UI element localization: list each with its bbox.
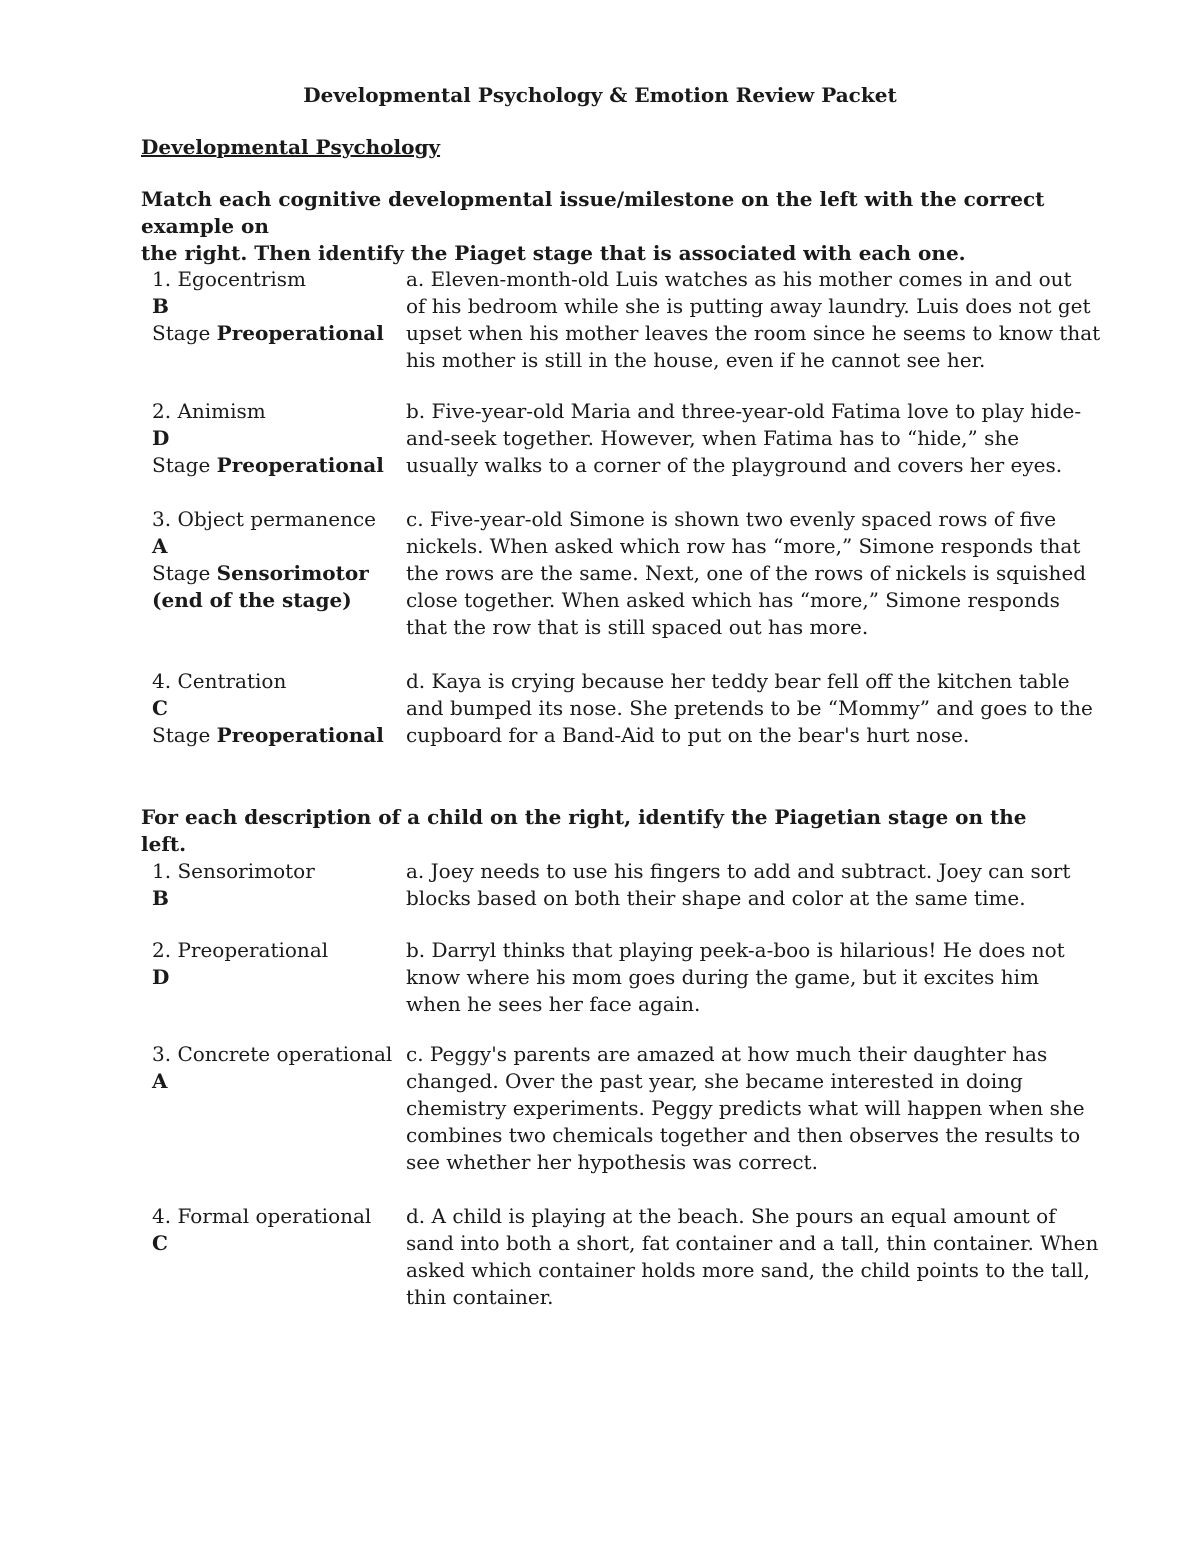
description-line: thin container.	[406, 1285, 554, 1309]
example-line: nickels. When asked which row has “more,” Simone responds that	[406, 534, 1081, 558]
description-line: asked which container holds more sand, the child points to the tall,	[406, 1258, 1090, 1282]
description-line: combines two chemicals together and then observes the results to	[406, 1123, 1081, 1147]
answer-letter: D	[152, 426, 170, 450]
description-line: changed. Over the past year, she became interested in doing	[406, 1069, 1023, 1093]
stage-cell	[152, 937, 392, 991]
description-line: see whether her hypothesis was correct.	[406, 1150, 818, 1174]
example-cell	[406, 266, 1101, 374]
stage-answer: Stage Preoperational	[152, 321, 384, 345]
stage-answer: Stage Sensorimotor	[152, 561, 369, 585]
example-line: the rows are the same. Next, one of the rows of nickels is squished	[406, 561, 1087, 585]
page-title: Developmental Psychology & Emotion Review Packet	[303, 83, 897, 107]
description-line: sand into both a short, fat container and a tall, thin container. When	[406, 1231, 1099, 1255]
example-line: and-seek together. However, when Fatima has to “hide,” she	[406, 426, 1020, 450]
example-line: cupboard for a Band-Aid to put on the bear's hurt nose.	[406, 723, 970, 747]
description-line: blocks based on both their shape and color at the same time.	[406, 886, 1026, 910]
description-line: know where his mom goes during the game, but it excites him	[406, 965, 1039, 989]
stage-label: 1. Sensorimotor	[152, 859, 315, 883]
example-line: usually walks to a corner of the playground and covers her eyes.	[406, 453, 1063, 477]
description-line: b. Darryl thinks that playing peek-a-boo is hilarious! He does not	[406, 938, 1065, 962]
answer-letter: B	[152, 886, 169, 910]
description-line: chemistry experiments. Peggy predicts what will happen when she	[406, 1096, 1085, 1120]
part1-instructions	[141, 186, 1071, 267]
answer-letter: B	[152, 294, 169, 318]
answer-letter: A	[152, 534, 168, 558]
example-cell	[406, 506, 1087, 641]
term-label: 3. Object permanence	[152, 507, 376, 531]
instruction-line: Match each cognitive developmental issue/milestone on the left with the correct example on	[141, 187, 1045, 238]
stage-note: (end of the stage)	[152, 588, 352, 612]
stage-label: 3. Concrete operational	[152, 1042, 393, 1066]
description-cell	[406, 937, 1066, 1018]
example-cell	[406, 398, 1082, 479]
term-cell	[152, 668, 392, 749]
term-label: 2. Animism	[152, 399, 266, 423]
stage-answer: Stage Preoperational	[152, 453, 384, 477]
description-line: a. Joey needs to use his fingers to add and subtract. Joey can sort	[406, 859, 1071, 883]
stage-label: 2. Preoperational	[152, 938, 329, 962]
answer-letter: D	[152, 965, 170, 989]
answer-letter: A	[152, 1069, 168, 1093]
part2-instructions: For each description of a child on the right, identify the Piagetian stage on the left.	[141, 805, 1027, 856]
example-line: of his bedroom while she is putting away laundry. Luis does not get	[406, 294, 1091, 318]
example-cell	[406, 668, 1093, 749]
section-heading: Developmental Psychology	[141, 135, 441, 159]
description-cell	[406, 858, 1071, 912]
term-label: 4. Centration	[152, 669, 287, 693]
example-line: d. Kaya is crying because her teddy bear fell off the kitchen table	[406, 669, 1070, 693]
example-line: that the row that is still spaced out has more.	[406, 615, 869, 639]
term-label: 1. Egocentrism	[152, 267, 307, 291]
answer-letter: C	[152, 1231, 168, 1255]
term-cell	[152, 398, 392, 479]
stage-cell	[152, 1203, 392, 1257]
description-cell	[406, 1203, 1099, 1311]
term-cell	[152, 266, 392, 347]
example-line: b. Five-year-old Maria and three-year-old Fatima love to play hide-	[406, 399, 1082, 423]
stage-cell	[152, 1041, 392, 1095]
answer-letter: C	[152, 696, 168, 720]
example-line: upset when his mother leaves the room since he seems to know that	[406, 321, 1101, 345]
term-cell	[152, 506, 392, 614]
description-line: d. A child is playing at the beach. She pours an equal amount of	[406, 1204, 1056, 1228]
example-line: close together. When asked which has “more,” Simone responds	[406, 588, 1060, 612]
description-cell	[406, 1041, 1085, 1176]
stage-cell	[152, 858, 392, 912]
example-line: his mother is still in the house, even if he cannot see her.	[406, 348, 986, 372]
example-line: and bumped its nose. She pretends to be “Mommy” and goes to the	[406, 696, 1093, 720]
stage-answer: Stage Preoperational	[152, 723, 384, 747]
description-line: c. Peggy's parents are amazed at how much their daughter has	[406, 1042, 1048, 1066]
example-line: a. Eleven-month-old Luis watches as his mother comes in and out	[406, 267, 1072, 291]
instruction-line: the right. Then identify the Piaget stage that is associated with each one.	[141, 241, 966, 265]
example-line: c. Five-year-old Simone is shown two evenly spaced rows of five	[406, 507, 1057, 531]
description-line: when he sees her face again.	[406, 992, 701, 1016]
stage-label: 4. Formal operational	[152, 1204, 372, 1228]
